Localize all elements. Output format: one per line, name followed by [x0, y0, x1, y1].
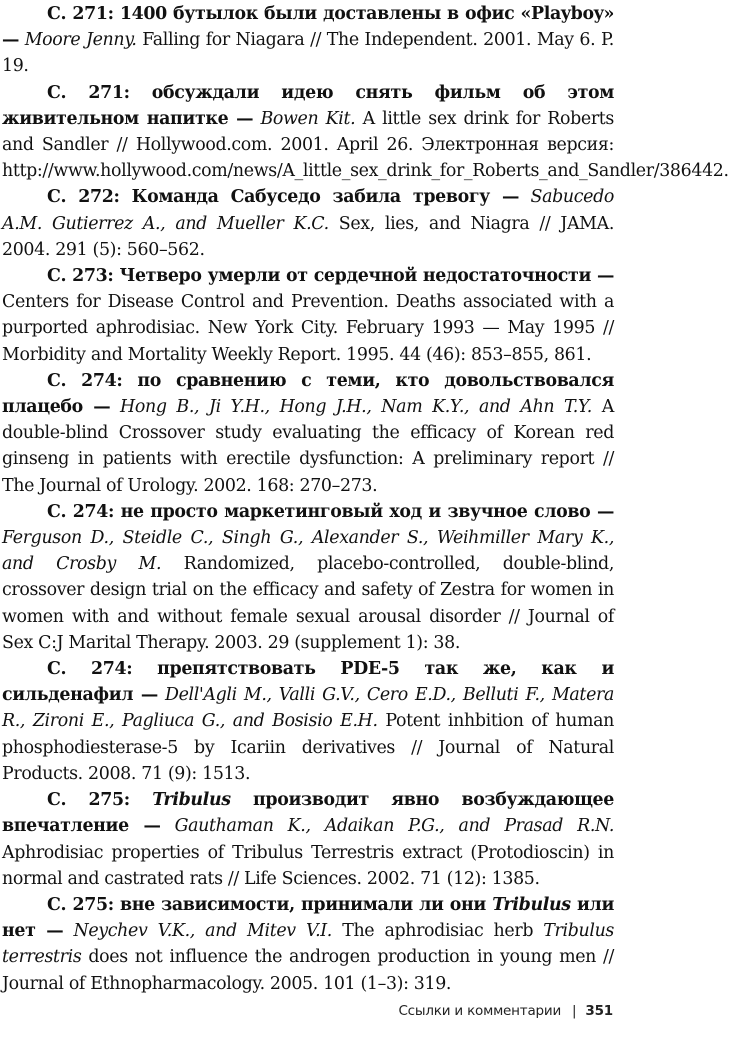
reference-citation-part: The aphrodisiac herb — [342, 921, 544, 942]
page-number: 351 — [585, 1003, 613, 1019]
reference-lead: С. 271: обсуждали идею снять фильм об этом живительном напитке — — [2, 82, 614, 129]
reference-entry — [2, 892, 614, 997]
reference-authors: Neychev V.K., and Mitev V.I. — [73, 921, 332, 942]
reference-citation: A little sex drink for Roberts and Sandler // Hollywood.com. 2001. April 26. Электронная версия: http://www.hollywood.com/news/A_little_sex_drink_for_Roberts_and_Sandler/386442. — [2, 108, 729, 182]
reference-entry — [2, 80, 729, 185]
reference-lead: С. 271: 1400 бутылок были доставлены в офис «Playboy» — — [2, 4, 614, 51]
reference-lead: С. 274: препятствовать PDE-5 так же, как и сильденафил — — [2, 659, 614, 706]
reference-citation: Falling for Niagara // The Independent. 2001. May 6. P. 19. — [2, 30, 614, 77]
reference-authors: Sabucedo A.M. Gutierrez A., and Mueller K.C. — [2, 187, 614, 234]
reference-entry — [2, 656, 614, 787]
reference-citation-species: Tribulus terrestris — [2, 921, 614, 968]
reference-lead-species: Tribulus — [152, 790, 231, 811]
reference-lead-part: С. 275: — [47, 790, 153, 811]
footer-separator: | — [572, 1003, 577, 1019]
reference-lead-part: производит явно возбуждающее впечатление — — [2, 790, 614, 837]
reference-authors: Gauthaman K., Adaikan P.G., and Prasad R.N. — [174, 816, 614, 837]
page-footer — [398, 1003, 613, 1019]
reference-lead: С. 274: по сравнению с теми, кто довольствовался плацебо — — [2, 370, 614, 418]
reference-lead: С. 274: не просто маркетинговый ход и звучное слово — — [47, 501, 614, 522]
reference-authors: Hong B., Ji Y.H., Hong J.H., Nam K.Y., and Ahn T.Y. — [120, 397, 592, 418]
reference-entry — [2, 787, 614, 892]
reference-citation: Potent inhbition of human phosphodiesterase-5 by Icariin derivatives // Journal of Natural Products. 2008. 71 (9): 1513. — [2, 711, 614, 784]
running-footer-section: Ссылки и комментарии — [398, 1003, 562, 1019]
reference-entry — [2, 263, 614, 368]
reference-authors: Dell'Agli M., Valli G.V., Cero E.D., Belluti F., Matera R., Zironi E., Pagliuca G., and Bosisio E.H. — [2, 685, 614, 732]
reference-citation: Aphrodisiac properties of Tribulus Terrestris extract (Protodioscin) in normal and castrated rats // Life Sciences. 2002. 71 (12): 1385. — [2, 842, 614, 889]
reference-authors: Ferguson D., Steidle C., Singh G., Alexander S., Weihmiller Mary K., and Crosby M. — [2, 528, 614, 575]
reference-citation-part: does not influence the androgen production in young men // Journal of Ethnopharmacology. 2005. 101 (1–3): 319. — [2, 947, 614, 994]
reference-lead-species: Tribulus — [492, 894, 571, 915]
reference-lead: С. 273: Четверо умерли от сердечной недостаточности — — [47, 266, 614, 287]
reference-entry — [2, 368, 614, 499]
reference-citation: Sex, lies, and Niagra // JAMA. 2004. 291 (5): 560–562. — [2, 213, 615, 260]
reference-lead: С. 272: Команда Сабуседо забила тревогу — — [47, 187, 520, 208]
references-list — [2, 1, 729, 997]
reference-entry — [2, 499, 614, 656]
reference-citation: Randomized, placebo-controlled, double-blind, crossover design trial on the efficacy and safety of Zestra for women in women with and without female sexual arousal disorder // Journal of Sex C:J Marital Therapy. 2003. 29 (supplement 1): 38. — [2, 554, 615, 653]
reference-authors: Moore Jenny. — [24, 30, 137, 51]
reference-lead-part: или нет — — [2, 894, 614, 942]
reference-citation: A double-blind Crossover study evaluating the efficacy of Korean red ginseng in patients with erectile dysfunction: A preliminary report // The Journal of Urology. 2002. 168: 270–273. — [2, 397, 614, 496]
reference-entry — [2, 1, 614, 80]
reference-citation: Centers for Disease Control and Prevention. Deaths associated with a purported aphrodisiac. New York City. February 1993 — May 1995 // Morbidity and Mortality Weekly Report. 1995. 44 (46): 853–855, 861. — [2, 292, 614, 365]
reference-authors: Bowen Kit. — [260, 108, 356, 129]
reference-entry — [2, 184, 614, 263]
reference-lead-part: С. 275: вне зависимости, принимали ли они — [47, 894, 493, 915]
